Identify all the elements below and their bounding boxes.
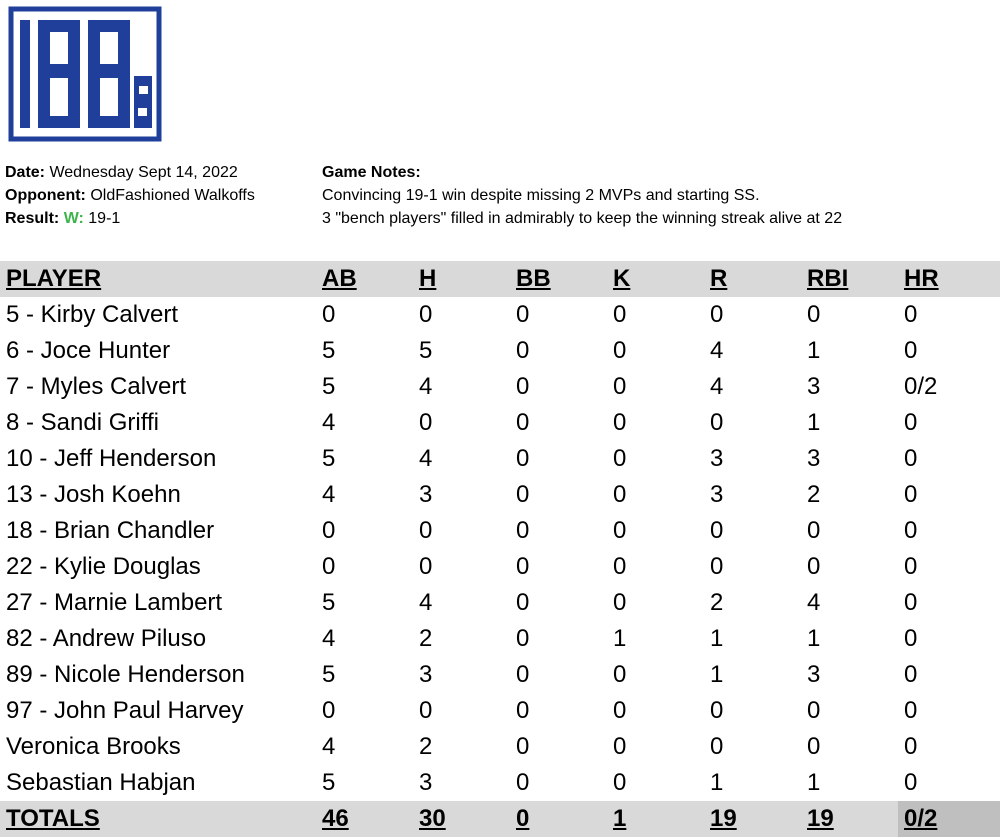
player-cell: 13 - Josh Koehn [6, 481, 181, 508]
stat-cell: 3 [807, 373, 821, 400]
stat-cell: 0 [904, 445, 918, 472]
stat-cell: 4 [419, 445, 433, 472]
stat-cell: 4 [322, 625, 336, 652]
stat-cell: 5 [322, 373, 336, 400]
stat-cell: 0 [710, 409, 724, 436]
total-ab: 46 [316, 801, 413, 837]
game-notes [322, 161, 842, 230]
stat-cell: 0/2 [904, 373, 938, 400]
stat-cell: 1 [807, 337, 821, 364]
table-row [0, 441, 1000, 477]
stat-cell: 0 [419, 409, 433, 436]
stat-cell: 3 [419, 481, 433, 508]
stat-cell: 3 [419, 769, 433, 796]
stat-cell: 0 [322, 517, 336, 544]
player-cell: 7 - Myles Calvert [6, 373, 187, 400]
stat-cell: 0 [419, 517, 433, 544]
stat-cell: 0 [613, 481, 627, 508]
88s-logo-icon [8, 6, 162, 142]
player-cell: Veronica Brooks [6, 733, 181, 760]
stat-cell: 0 [904, 553, 918, 580]
stat-cell: 0 [710, 697, 724, 724]
stat-cell: 0 [516, 625, 530, 652]
notes-line-2: 3 "bench players" filled in admirably to keep the winning streak alive at 22 [322, 210, 843, 227]
stat-cell: 3 [710, 481, 724, 508]
player-cell: Sebastian Habjan [6, 769, 196, 796]
table-row [0, 333, 1000, 369]
notes-label: Game Notes: [322, 164, 421, 181]
player-cell: 18 - Brian Chandler [6, 517, 215, 544]
player-cell: 89 - Nicole Henderson [6, 661, 245, 688]
stat-cell: 0 [516, 481, 530, 508]
stat-cell: 1 [710, 769, 724, 796]
stat-cell: 0 [613, 445, 627, 472]
player-cell: 22 - Kylie Douglas [6, 553, 201, 580]
stat-cell: 0 [613, 733, 627, 760]
stat-cell: 0 [516, 517, 530, 544]
total-k: 1 [607, 801, 704, 837]
date-line [5, 161, 255, 184]
stat-cell: 1 [807, 625, 821, 652]
table-row [0, 477, 1000, 513]
stat-cell: 0 [613, 301, 627, 328]
stat-cell: 5 [322, 661, 336, 688]
game-info [5, 161, 255, 230]
player-cell: 97 - John Paul Harvey [6, 697, 244, 724]
stat-cell: 5 [322, 337, 336, 364]
stat-cell: 0 [710, 553, 724, 580]
stat-cell: 2 [807, 481, 821, 508]
table-row [0, 549, 1000, 585]
stat-cell: 5 [322, 769, 336, 796]
stat-cell: 0 [516, 769, 530, 796]
column-header-hr: HR [898, 261, 1000, 297]
totals-label: TOTALS [0, 801, 316, 837]
stat-cell: 2 [419, 733, 433, 760]
stat-cell: 0 [419, 697, 433, 724]
result-line [5, 207, 255, 230]
stat-cell: 4 [322, 409, 336, 436]
stat-cell: 0 [516, 589, 530, 616]
stat-cell: 1 [613, 625, 627, 652]
table-row [0, 765, 1000, 801]
total-h: 30 [413, 801, 510, 837]
player-cell: 5 - Kirby Calvert [6, 301, 179, 328]
stat-cell: 0 [322, 553, 336, 580]
stat-cell: 1 [807, 769, 821, 796]
stat-cell: 3 [807, 445, 821, 472]
column-header-rbi: RBI [801, 261, 898, 297]
stat-cell: 0 [904, 733, 918, 760]
stat-cell: 0 [516, 445, 530, 472]
table-row [0, 513, 1000, 549]
stat-cell: 3 [710, 445, 724, 472]
stat-cell: 4 [322, 733, 336, 760]
stat-cell: 0 [904, 337, 918, 364]
table-row [0, 369, 1000, 405]
player-cell: 82 - Andrew Piluso [6, 625, 207, 652]
stat-cell: 0 [613, 517, 627, 544]
stat-cell: 0 [904, 661, 918, 688]
stat-cell: 0 [710, 301, 724, 328]
date-label: Date: [5, 164, 46, 181]
stat-cell: 0 [419, 301, 433, 328]
stat-cell: 0 [516, 337, 530, 364]
stat-cell: 4 [419, 589, 433, 616]
table-row [0, 405, 1000, 441]
notes-line-1: Convincing 19-1 win despite missing 2 MVPs and starting SS. [322, 187, 760, 204]
table-row [0, 585, 1000, 621]
stat-cell: 3 [807, 661, 821, 688]
table-row [0, 693, 1000, 729]
total-r: 19 [704, 801, 801, 837]
stat-cell: 0 [419, 553, 433, 580]
result-score: 19-1 [88, 210, 121, 227]
column-header-ab: AB [316, 261, 413, 297]
stat-cell: 5 [419, 337, 433, 364]
stat-cell: 0 [710, 733, 724, 760]
column-header-player: PLAYER [0, 261, 316, 297]
total-rbi: 19 [801, 801, 898, 837]
stat-cell: 0 [516, 697, 530, 724]
stat-cell: 5 [322, 589, 336, 616]
total-hr: 0/2 [898, 801, 1000, 837]
stat-cell: 0 [807, 301, 821, 328]
stat-cell: 0 [904, 769, 918, 796]
result-label: Result: [5, 210, 60, 227]
total-bb: 0 [510, 801, 607, 837]
player-cell: 27 - Marnie Lambert [6, 589, 223, 616]
stat-cell: 0 [904, 589, 918, 616]
stat-cell: 0 [613, 553, 627, 580]
table-row [0, 657, 1000, 693]
stat-cell: 1 [710, 625, 724, 652]
stat-cell: 0 [807, 697, 821, 724]
stats-table [0, 261, 1000, 837]
stat-cell: 0 [710, 517, 724, 544]
stat-cell: 1 [807, 409, 821, 436]
stat-cell: 4 [710, 337, 724, 364]
stat-cell: 0 [613, 337, 627, 364]
stat-cell: 0 [613, 769, 627, 796]
stat-cell: 4 [710, 373, 724, 400]
stat-cell: 0 [516, 553, 530, 580]
stat-cell: 0 [807, 517, 821, 544]
opponent-line [5, 184, 255, 207]
column-header-k: K [607, 261, 704, 297]
stat-cell: 0 [904, 517, 918, 544]
date-value: Wednesday Sept 14, 2022 [49, 164, 238, 181]
stat-cell: 0 [613, 697, 627, 724]
totals-row [0, 801, 1000, 837]
stat-cell: 2 [419, 625, 433, 652]
stat-cell: 0 [904, 409, 918, 436]
column-header-bb: BB [510, 261, 607, 297]
stat-cell: 0 [904, 697, 918, 724]
table-row [0, 621, 1000, 657]
stat-cell: 4 [322, 481, 336, 508]
player-cell: 10 - Jeff Henderson [6, 445, 217, 472]
column-header-r: R [704, 261, 801, 297]
stat-cell: 0 [613, 409, 627, 436]
stat-cell: 0 [613, 661, 627, 688]
stat-cell: 0 [516, 409, 530, 436]
stat-cell: 0 [807, 553, 821, 580]
stat-cell: 4 [807, 589, 821, 616]
stat-cell: 1 [710, 661, 724, 688]
stat-cell: 2 [710, 589, 724, 616]
stat-cell: 3 [419, 661, 433, 688]
result-outcome: W: [63, 210, 84, 227]
stat-cell: 0 [516, 733, 530, 760]
player-cell: 6 - Joce Hunter [6, 337, 171, 364]
stat-cell: 4 [419, 373, 433, 400]
stat-cell: 0 [322, 697, 336, 724]
opponent-label: Opponent: [5, 187, 86, 204]
stat-cell: 5 [322, 445, 336, 472]
header-row [0, 261, 1000, 297]
table-row [0, 729, 1000, 765]
stat-cell: 0 [613, 373, 627, 400]
player-cell: 8 - Sandi Griffi [6, 409, 159, 436]
stat-cell: 0 [904, 481, 918, 508]
stat-cell: 0 [516, 661, 530, 688]
stat-cell: 0 [904, 301, 918, 328]
stat-cell: 0 [516, 373, 530, 400]
stat-cell: 0 [807, 733, 821, 760]
opponent-value: OldFashioned Walkoffs [90, 187, 255, 204]
stat-cell: 0 [904, 625, 918, 652]
stat-cell: 0 [613, 589, 627, 616]
stat-cell: 0 [516, 301, 530, 328]
column-header-h: H [413, 261, 510, 297]
table-row [0, 297, 1000, 333]
stat-cell: 0 [322, 301, 336, 328]
